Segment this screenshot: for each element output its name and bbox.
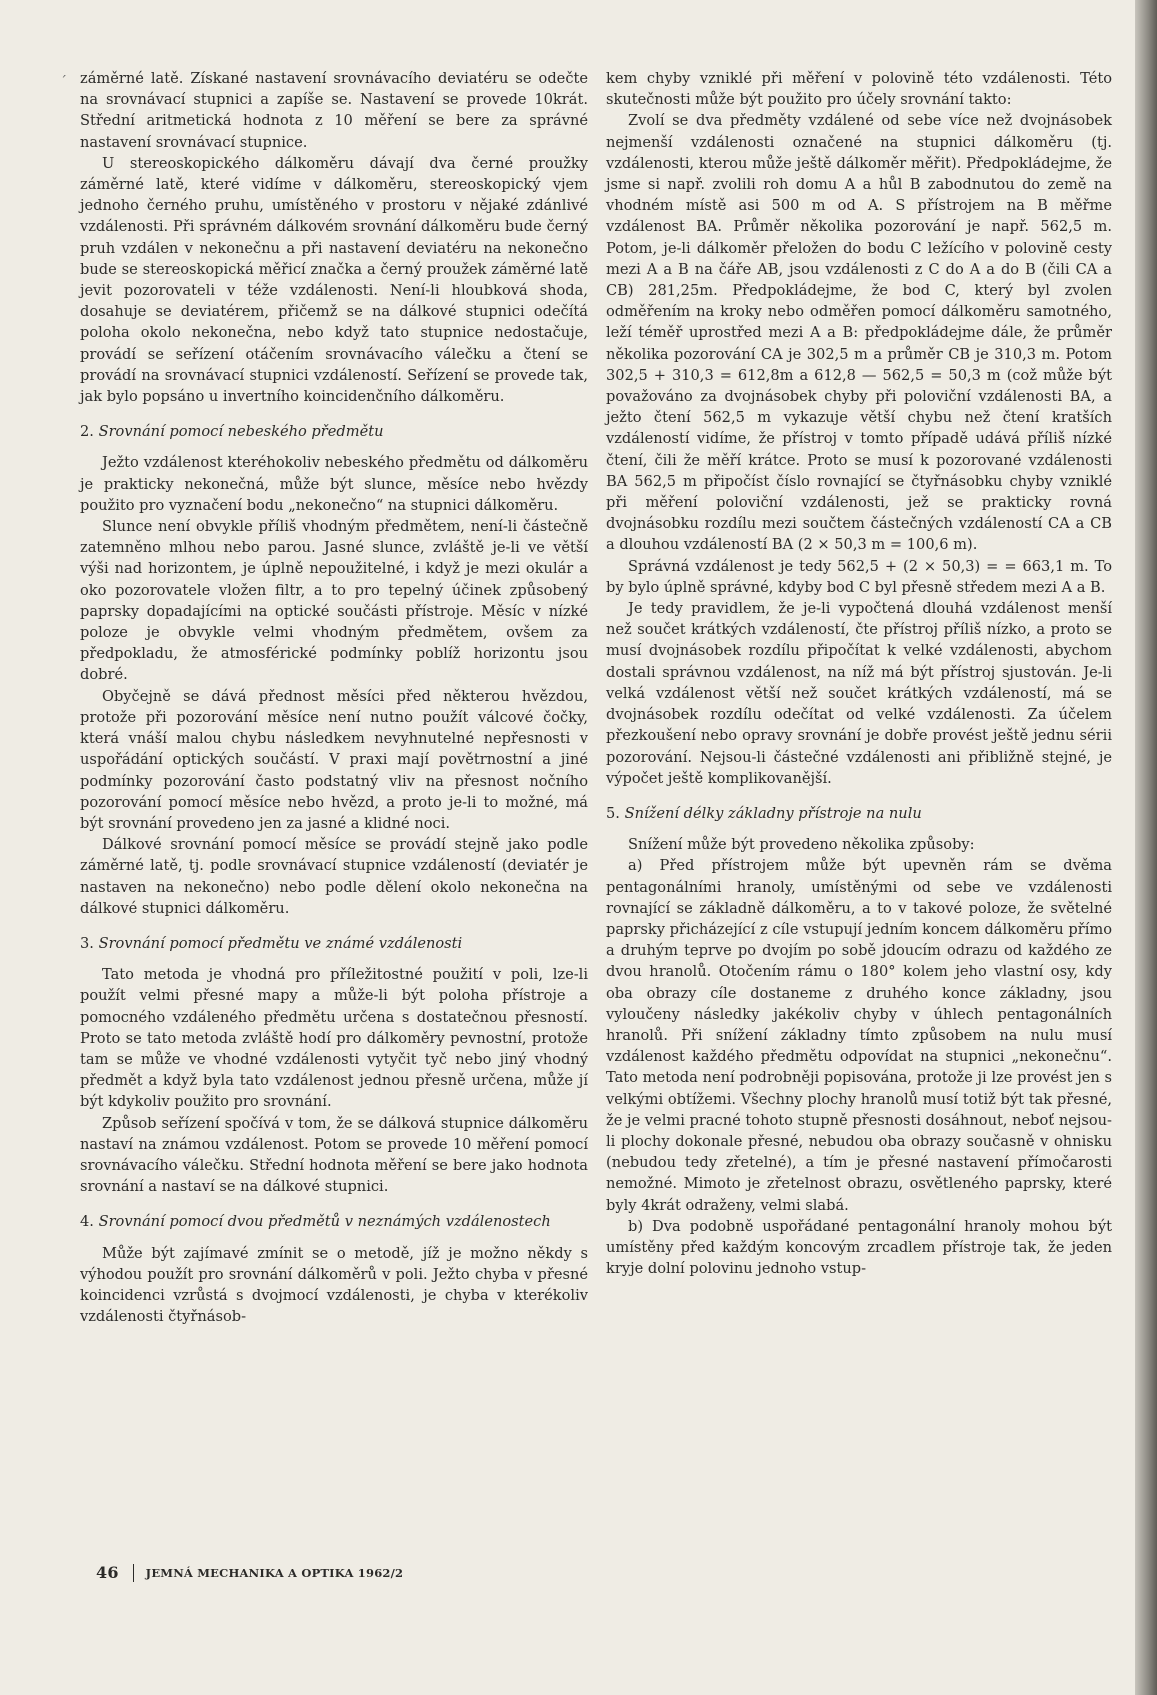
list-item: a) Před přístrojem může být upevněn rám se dvěma pentagonálními hranoly, umístěnými od sebe ve vzdálenosti rovnající se základně dálkoměru, a to v takové poloze, že světelné paprsky přicházející z cíle vstupují jedním koncem dálkoměru přímo a druhým teprve po dvojím po sobě jdoucím odrazu od každého ze dvou hranolů. Otočením rámu o 180° kolem jeho vlastní osy, kdy oba obrazy cíle dostaneme z druhého konce základny, jsou vyloučeny následky jakékoliv chyby v úhlech pentagonálních hranolů. Při snížení základny tímto způsobem na nulu musí vzdálenost každého předmětu odpovídat na stupnici „nekonečnu“. Tato metoda není podrobněji popisována, protože ji lze provést jen s velkými obtížemi. Všechny plochy hranolů musí totiž být tak přesné, že je velmi pracné tohoto stupně přesnosti dosáhnout, neboť nejsou-li plochy dokonale přesné, nebudou oba obrazy současně v ohnisku (nebudou tedy zřetelné), a tím je přesné nastavení přímočarosti nemožné. Mimoto je zřetelnost obrazu, osvětleného paprsky, které byly 4krát odraženy, velmi slabá. [606, 857, 1112, 1214]
paragraph: Dálkové srovnání pomocí měsíce se provádí stejně jako podle záměrné latě, tj. podle srovnávací stupnice vzdáleností (deviatér je nastaven na nekonečno) nebo podle dělení okolo nekonečna na dálkové stupnici dálkoměru. [80, 836, 588, 917]
section-title: Srovnání pomocí dvou předmětů v neznámých vzdálenostech [98, 1213, 551, 1231]
paragraph: Slunce není obvykle příliš vhodným předmětem, není-li částečně zatemněno mlhou nebo parou. Jasné slunce, zvláště je-li ve větší výši nad horizontem, je úplně nepoužitelné, i když je mezi okulár a oko pozorovatele vložen filtr, a to pro tepelný účinek způsobený paprsky dopadajícími na optické součásti přístroje. Měsíc v nízké poloze je obvykle velmi vhodným předmětem, ovšem za předpokladu, že atmosférické podmínky poblíž horizontu jsou dobré. [80, 518, 588, 684]
journal-name: JEMNÁ MECHANIKA A OPTIKA 1962/2 [145, 1565, 404, 1580]
left-column [80, 68, 588, 1327]
section-heading [80, 421, 588, 442]
section-number: 5. [606, 804, 620, 822]
paragraph: Správná vzdálenost je tedy 562,5 + (2 × 50,3) = = 663,1 m. To by bylo úplně správné, kdyby bod C byl přesně středem mezi A a B. [606, 557, 1112, 596]
section-title: Srovnání pomocí nebeského předmětu [98, 423, 384, 441]
section-number: 4. [80, 1213, 94, 1231]
paragraph: Ježto vzdálenost kteréhokoliv nebeského předmětu od dálkoměru je prakticky nekonečná, může být slunce, měsíce nebo hvězdy použito pro vyznačení bodu „nekonečno“ na stupnici dálkoměru. [80, 454, 588, 514]
section-title: Snížení délky základny přístroje na nulu [624, 804, 922, 822]
paragraph: Může být zajímavé zmínit se o metodě, jíž je možno někdy s výhodou použít pro srovnání dálkoměrů v poli. Ježto chyba v přesné koincidenci vzrůstá s dvojmocí vzdálenosti, je chyba v kterékoliv vzdálenosti čtyřnásob- [80, 1244, 588, 1326]
footer-divider [133, 1564, 134, 1582]
paragraph: záměrné latě. Získané nastavení srovnávacího deviatéru se odečte na srovnávací stupnici a zapíše se. Nastavení se provede 10krát. Střední aritmetická hodnota z 10 měření se bere za správné nastavení srovnávací stupnice. [80, 70, 588, 151]
paragraph: kem chyby vzniklé při měření v polovině této vzdálenosti. Této skutečnosti může být použito pro účely srovnání takto: [606, 70, 1112, 109]
section-heading [80, 933, 588, 954]
paragraph: Obyčejně se dává přednost měsíci před některou hvězdou, protože při pozorování měsíce není nutno použít válcové čočky, která vnáší malou chybu následkem nevyhnutelné nepřesnosti v uspořádání optických součástí. V praxi mají povětrnostní a jiné podmínky pozorování často podstatný vliv na přesnost nočního pozorování pomocí měsíce nebo hvězd, a proto je-li to možné, má být srovnání provedeno jen za jasné a klidné noci. [80, 687, 588, 832]
paragraph: Způsob seřízení spočívá v tom, že se dálková stupnice dálkoměru nastaví na známou vzdálenost. Potom se provede 10 měření pomocí srovnávacího válečku. Střední hodnota měření se bere jako hodnota srovnání a nastaví se na dálkové stupnici. [80, 1114, 588, 1196]
paragraph: U stereoskopického dálkoměru dávají dva černé proužky záměrné latě, které vidíme v dálkoměru, stereoskopický vjem jednoho černého pruhu, umístěného v prostoru v nějaké zdánlivé vzdálenosti. Při správném dálkovém srovnání dálkoměru bude černý pruh vzdálen v nekonečnu a při nastavení deviatéru na nekonečno bude se stereoskopická měřicí značka a černý proužek záměrné latě jevit pozorovateli v téže vzdálenosti. Není-li hloubková shoda, dosahuje se deviatérem, přičemž se na dálkové stupnici odečítá poloha okolo nekonečna, nebo když tato stupnice nedostačuje, provádí se seřízení otáčením srovnávacího válečku a čtení se provádí na srovnávací stupnici vzdáleností. Seřízení se provede tak, jak bylo popsáno u invertního koincidenčního dálkoměru. [80, 154, 588, 406]
section-heading [606, 803, 1112, 824]
section-number: 3. [80, 934, 94, 952]
paragraph: Snížení může být provedeno několika způsoby: [628, 836, 975, 854]
right-column [606, 68, 1112, 1279]
page-footer [96, 1563, 403, 1582]
page-binding-edge [1135, 0, 1157, 1695]
section-number: 2. [80, 423, 94, 441]
paragraph: Zvolí se dva předměty vzdálené od sebe více než dvojnásobek nejmenší vzdálenosti označené na stupnici dálkoměru (tj. vzdálenosti, kterou může ještě dálkoměr měřit). Předpokládejme, že jsme si např. zvolili roh domu A a hůl B zabodnutou do země na vhodném místě asi 500 m od A. S přístrojem na B měřme vzdálenost BA. Průměr několika pozorování je např. 562,5 m. Potom, je-li dálkoměr přeložen do bodu C ležícího v polovině cesty mezi A a B na čáře AB, jsou vzdálenosti z C do A a do B (čili CA a CB) 281,25m. Předpokládejme, že bod C, který byl zvolen odměřením na kroky nebo odměřen pomocí dálkoměru samotného, leží téměř uprostřed mezi A a B: předpokládejme dále, že průměr několika pozorování CA je 302,5 m a průměr CB je 310,3 m. Potom 302,5 + 310,3 = 612,8m a 612,8 — 562,5 = 50,3 m (což může být považováno za dvojnásobek chyby při poloviční vzdálenosti BA, a ježto čtení 562,5 m vykazuje větší chybu než čtení kratších vzdáleností vidíme, že přístroj v tomto případě udává příliš nízké čtení, čili že měří krátce. Proto se musí k pozorované vzdálenosti BA 562,5 m připočíst číslo rovnající se čtyřnásobku chyby vzniklé při měření poloviční vzdálenosti, jež se prakticky rovná dvojnásobku rozdílu mezi součtem částečných vzdáleností CA a CB a dlouhou vzdáleností BA (2 × 50,3 m = 100,6 m). [606, 112, 1112, 554]
margin-mark: ˊ [60, 74, 67, 90]
paragraph: Je tedy pravidlem, že je-li vypočtená dlouhá vzdálenost menší než součet krátkých vzdáleností, čte přístroj příliš nízko, a proto se musí dvojnásobek rozdílu připočítat k velké vzdálenosti, abychom dostali správnou vzdálenost, na níž má být přístroj sjustován. Je-li velká vzdálenost větší než součet krátkých vzdáleností, má se dvojnásobek rozdílu odečítat od velké vzdálenosti. Za účelem přezkoušení nebo opravy srovnání je dobře provést ještě jednu sérii pozorování. Nejsou-li částečné vzdálenosti ani přibližně stejné, je výpočet ještě komplikovanější. [606, 600, 1112, 787]
paragraph: Tato metoda je vhodná pro příležitostné použití v poli, lze-li použít velmi přesné mapy a může-li být poloha přístroje a pomocného vzdáleného předmětu určena s dostatečnou přesností. Proto se tato metoda zvláště hodí pro dálkoměry pevnostní, protože tam se může ve vhodné vzdálenosti vytyčit tyč nebo jiný vhodný předmět a když byla tato vzdálenost jednou přesně určena, může jí být kdykoliv použito pro srovnání. [80, 966, 588, 1111]
section-heading [80, 1211, 588, 1232]
list-item: b) Dva podobně uspořádané pentagonální hranoly mohou být umístěny před každým koncovým zrcadlem přístroje tak, že jeden kryje dolní polovinu jednoho vstup- [606, 1217, 1112, 1278]
section-title: Srovnání pomocí předmětu ve známé vzdálenosti [98, 934, 463, 952]
page-number: 46 [96, 1563, 119, 1582]
